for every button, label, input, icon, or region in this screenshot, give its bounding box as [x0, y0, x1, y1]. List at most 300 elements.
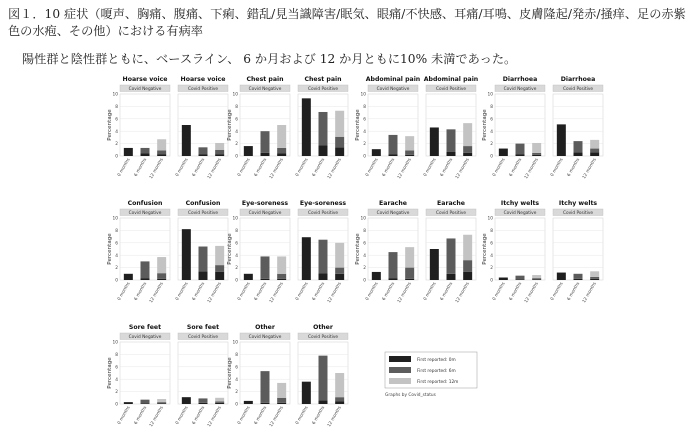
hoarse-voice-negative-y-tick-label: 4 — [115, 129, 118, 135]
other-y-axis-label: Percentage — [227, 357, 233, 389]
abdominal-pain-negative-bar-1-seg-1 — [389, 135, 398, 154]
sore-feet-positive-bar-1-seg-0 — [199, 403, 208, 404]
hoarse-voice-negative-bar-1-seg-0 — [141, 154, 150, 156]
chest-pain-negative-strip-label: Covid Negative — [248, 87, 282, 92]
earache-negative-strip-label: Covid Negative — [376, 211, 410, 216]
confusion-negative-bar-1-seg-0 — [141, 278, 150, 280]
earache-negative-y-tick-label: 4 — [363, 253, 366, 259]
hoarse-voice-negative-bar-2-seg-2 — [157, 139, 166, 150]
legend-swatch-1 — [389, 367, 411, 373]
itchy-welts-positive-x-tick-label: 0 months — [550, 281, 565, 302]
sore-feet-positive-strip-label: Covid Positive — [187, 335, 219, 340]
abdominal-pain-negative-bar-0-seg-0 — [372, 149, 381, 156]
sore-feet-negative-y-tick-label: 8 — [115, 353, 118, 358]
earache-negative-bar-0-seg-0 — [372, 272, 381, 280]
sore-feet-negative-strip-label: Covid Negative — [128, 335, 162, 340]
chest-pain-negative-bar-0-seg-0 — [244, 146, 253, 156]
abdominal-pain-negative-y-tick-label: 8 — [363, 105, 366, 110]
itchy-welts-positive-x-tick-label: 12 months — [582, 281, 598, 304]
other-positive-bar-0-seg-0 — [302, 382, 311, 404]
itchy-welts-negative-y-tick-label: 4 — [490, 253, 493, 259]
abdominal-pain-positive-x-tick-label: 12 months — [455, 157, 471, 180]
legend-swatch-0 — [389, 356, 411, 362]
confusion-positive-x-tick-label: 12 months — [207, 281, 223, 304]
earache-positive-bar-2-seg-1 — [463, 260, 472, 272]
other-negative-strip-label: Covid Negative — [248, 335, 282, 340]
sore-feet-positive-x-tick-label: 6 months — [191, 405, 207, 426]
hoarse-voice-positive-title: Hoarse voice — [180, 76, 226, 83]
eye-soreness-negative-x-tick-label: 12 months — [269, 281, 285, 304]
hoarse-voice-positive-strip-label: Covid Positive — [187, 87, 219, 92]
other-negative-bar-0-seg-0 — [244, 401, 253, 404]
abdominal-pain-positive-bar-2-seg-2 — [463, 123, 472, 146]
itchy-welts-negative-title: Itchy welts — [500, 200, 540, 207]
chest-pain-negative-x-tick-label: 0 months — [237, 157, 252, 178]
sore-feet-y-axis-label: Percentage — [107, 357, 113, 389]
abdominal-pain-negative-y-tick-label: 0 — [363, 154, 366, 160]
diarrhoea-positive-bar-1-seg-1 — [574, 141, 583, 152]
confusion-negative-title: Confusion — [127, 200, 163, 207]
eye-soreness-positive-bar-2-seg-0 — [335, 274, 344, 280]
confusion-positive-strip-label: Covid Positive — [187, 211, 219, 216]
confusion-negative-bar-2-seg-2 — [157, 257, 166, 273]
confusion-negative-bar-1-seg-1 — [141, 261, 150, 278]
confusion-negative-x-tick-label: 12 months — [149, 281, 165, 304]
eye-soreness-y-axis-label: Percentage — [227, 233, 233, 265]
eye-soreness-positive-bar-2-seg-2 — [335, 243, 344, 268]
confusion-negative-y-tick-label: 8 — [115, 229, 118, 234]
other-negative-y-tick-label: 6 — [235, 365, 238, 371]
hoarse-voice-negative-y-tick-label: 6 — [115, 117, 118, 123]
itchy-welts-negative-bar-1-seg-0 — [516, 279, 525, 280]
hoarse-voice-negative-title: Hoarse voice — [122, 76, 168, 83]
other-negative-y-tick-label: 4 — [235, 377, 238, 383]
eye-soreness-negative-x-tick-label: 0 months — [237, 281, 252, 302]
confusion-positive-bar-2-seg-2 — [215, 246, 224, 265]
chest-pain-negative-x-tick-label: 6 months — [253, 157, 269, 178]
sore-feet-negative-y-tick-label: 2 — [115, 390, 118, 396]
sore-feet-negative-y-tick-label: 0 — [115, 402, 118, 408]
hoarse-voice-positive-bar-2-seg-0 — [215, 154, 224, 156]
abdominal-pain-positive-bar-2-seg-0 — [463, 153, 472, 156]
hoarse-voice-positive-x-tick-label: 0 months — [175, 157, 190, 178]
itchy-welts-negative-y-tick-label: 2 — [490, 266, 493, 272]
eye-soreness-negative-bar-2-seg-0 — [277, 279, 286, 280]
diarrhoea-negative-bar-2-seg-2 — [532, 143, 541, 153]
eye-soreness-positive-bar-0-seg-0 — [302, 237, 311, 280]
earache-negative-y-tick-label: 10 — [360, 216, 366, 222]
earache-negative-x-tick-label: 0 months — [365, 281, 380, 302]
diarrhoea-negative-x-tick-label: 0 months — [492, 157, 507, 178]
diarrhoea-positive-bar-2-seg-2 — [590, 140, 599, 149]
diarrhoea-negative-y-tick-label: 10 — [487, 92, 493, 98]
sore-feet-negative-x-tick-label: 12 months — [149, 405, 165, 428]
chest-pain-positive-bar-2-seg-2 — [335, 111, 344, 137]
hoarse-voice-negative-bar-0-seg-0 — [124, 148, 133, 156]
other-positive-bar-1-seg-0 — [319, 400, 328, 404]
earache-positive-x-tick-label: 0 months — [423, 281, 438, 302]
abdominal-pain-negative-bar-2-seg-1 — [405, 150, 414, 154]
hoarse-voice-negative-y-tick-label: 2 — [115, 142, 118, 148]
sore-feet-negative-bar-1-seg-0 — [141, 403, 150, 404]
confusion-positive-x-tick-label: 0 months — [175, 281, 190, 302]
eye-soreness-negative-bar-1-seg-0 — [261, 279, 270, 280]
eye-soreness-negative-bar-1-seg-1 — [261, 256, 270, 278]
abdominal-pain-positive-bar-1-seg-0 — [447, 152, 456, 156]
sore-feet-negative-x-tick-label: 0 months — [117, 405, 132, 426]
diarrhoea-positive-bar-2-seg-1 — [590, 149, 599, 153]
confusion-negative-bar-0-seg-0 — [124, 274, 133, 280]
hoarse-voice-positive-bar-2-seg-2 — [215, 143, 224, 150]
sore-feet-negative-plot-area — [120, 342, 170, 404]
sore-feet-positive-bar-0-seg-0 — [182, 397, 191, 404]
abdominal-pain-negative-strip-label: Covid Negative — [376, 87, 410, 92]
hoarse-voice-negative-y-tick-label: 8 — [115, 105, 118, 110]
chest-pain-positive-title: Chest pain — [304, 76, 342, 83]
diarrhoea-positive-bar-0-seg-0 — [557, 124, 566, 156]
abdominal-pain-negative-y-tick-label: 2 — [363, 142, 366, 148]
chest-pain-negative-bar-1-seg-0 — [261, 153, 270, 156]
sore-feet-positive-bar-1-seg-1 — [199, 398, 208, 402]
itchy-welts-negative-bar-2-seg-2 — [532, 275, 541, 278]
abdominal-pain-positive-strip-label: Covid Positive — [435, 87, 467, 92]
abdominal-pain-positive-bar-1-seg-1 — [447, 129, 456, 151]
diarrhoea-negative-bar-1-seg-1 — [516, 144, 525, 155]
earache-negative-title: Earache — [379, 200, 407, 207]
hoarse-voice-negative-y-tick-label: 10 — [112, 92, 118, 98]
eye-soreness-positive-bar-1-seg-0 — [319, 273, 328, 280]
diarrhoea-positive-bar-1-seg-0 — [574, 152, 583, 156]
earache-y-axis-label: Percentage — [355, 233, 361, 265]
itchy-welts-positive-title: Itchy welts — [558, 200, 598, 207]
legend-label-0: First reported: 0m — [417, 358, 456, 363]
chest-pain-y-axis-label: Percentage — [227, 109, 233, 141]
hoarse-voice-negative-x-tick-label: 0 months — [117, 157, 132, 178]
abdominal-pain-positive-bar-2-seg-1 — [463, 146, 472, 153]
other-positive-bar-1-seg-1 — [319, 356, 328, 401]
hoarse-voice-positive-x-tick-label: 12 months — [207, 157, 223, 180]
hoarse-voice-negative-x-tick-label: 6 months — [133, 157, 149, 178]
sore-feet-negative-title: Sore feet — [128, 324, 162, 331]
hoarse-voice-y-axis-label: Percentage — [107, 109, 113, 141]
other-negative-y-tick-label: 0 — [235, 402, 238, 408]
earache-negative-x-tick-label: 12 months — [397, 281, 413, 304]
abdominal-pain-positive-title: Abdominal pain — [423, 76, 479, 83]
diarrhoea-positive-x-tick-label: 6 months — [566, 157, 582, 178]
diarrhoea-negative-title: Diarrhoea — [502, 76, 538, 83]
confusion-positive-bar-1-seg-1 — [199, 247, 208, 272]
other-positive-bar-2-seg-1 — [335, 397, 344, 401]
diarrhoea-positive-bar-2-seg-0 — [590, 152, 599, 156]
earache-positive-bar-2-seg-0 — [463, 272, 472, 280]
earache-negative-bar-2-seg-0 — [405, 279, 414, 280]
earache-positive-title: Earache — [437, 200, 465, 207]
legend-label-1: First reported: 6m — [417, 369, 456, 374]
itchy-welts-positive-bar-1-seg-0 — [574, 279, 583, 280]
hoarse-voice-negative-bar-2-seg-0 — [157, 154, 166, 156]
itchy-welts-positive-bar-2-seg-1 — [590, 277, 599, 279]
chest-pain-negative-x-tick-label: 12 months — [269, 157, 285, 180]
earache-positive-bar-1-seg-0 — [447, 274, 456, 280]
confusion-positive-title: Confusion — [185, 200, 221, 207]
sore-feet-positive-x-tick-label: 0 months — [175, 405, 190, 426]
diarrhoea-negative-x-tick-label: 12 months — [524, 157, 540, 180]
other-negative-bar-1-seg-1 — [261, 371, 270, 403]
itchy-welts-negative-x-tick-label: 12 months — [524, 281, 540, 304]
other-negative-bar-2-seg-0 — [277, 403, 286, 404]
sore-feet-negative-x-tick-label: 6 months — [133, 405, 149, 426]
chest-pain-negative-y-tick-label: 0 — [235, 154, 238, 160]
earache-negative-y-tick-label: 2 — [363, 266, 366, 272]
confusion-negative-x-tick-label: 0 months — [117, 281, 132, 302]
chest-pain-positive-bar-2-seg-0 — [335, 147, 344, 156]
other-negative-title: Other — [255, 324, 275, 331]
earache-positive-bar-0-seg-0 — [430, 249, 439, 280]
itchy-welts-negative-bar-2-seg-1 — [532, 278, 541, 279]
confusion-negative-bar-2-seg-0 — [157, 279, 166, 280]
confusion-negative-y-tick-label: 6 — [115, 241, 118, 247]
hoarse-voice-positive-x-tick-label: 6 months — [191, 157, 207, 178]
itchy-welts-negative-y-tick-label: 8 — [490, 229, 493, 234]
diarrhoea-negative-y-tick-label: 0 — [490, 154, 493, 160]
eye-soreness-positive-bar-2-seg-1 — [335, 268, 344, 274]
eye-soreness-negative-y-tick-label: 0 — [235, 278, 238, 284]
abdominal-pain-negative-x-tick-label: 12 months — [397, 157, 413, 180]
chest-pain-negative-y-tick-label: 10 — [232, 92, 238, 98]
sore-feet-negative-bar-0-seg-0 — [124, 402, 133, 404]
chest-pain-negative-bar-2-seg-0 — [277, 154, 286, 156]
sore-feet-negative-y-tick-label: 4 — [115, 377, 118, 383]
itchy-welts-positive-bar-1-seg-1 — [574, 274, 583, 279]
itchy-welts-positive-bar-0-seg-0 — [557, 273, 566, 280]
earache-positive-x-tick-label: 12 months — [455, 281, 471, 304]
sore-feet-negative-bar-1-seg-1 — [141, 400, 150, 404]
eye-soreness-negative-y-tick-label: 10 — [232, 216, 238, 222]
itchy-welts-negative-y-tick-label: 6 — [490, 241, 493, 247]
other-positive-x-tick-label: 12 months — [327, 405, 343, 428]
earache-negative-bar-2-seg-2 — [405, 247, 414, 267]
sore-feet-positive-bar-2-seg-2 — [215, 398, 224, 402]
confusion-positive-x-tick-label: 6 months — [191, 281, 207, 302]
itchy-welts-positive-x-tick-label: 6 months — [566, 281, 582, 302]
confusion-positive-bar-2-seg-0 — [215, 272, 224, 280]
abdominal-pain-positive-x-tick-label: 6 months — [439, 157, 455, 178]
hoarse-voice-positive-bar-1-seg-1 — [199, 147, 208, 154]
itchy-welts-negative-bar-1-seg-1 — [516, 276, 525, 280]
itchy-welts-negative-x-tick-label: 6 months — [508, 281, 524, 302]
chest-pain-positive-bar-0-seg-0 — [302, 98, 311, 156]
eye-soreness-positive-strip-label: Covid Positive — [307, 211, 339, 216]
abdominal-pain-negative-title: Abdominal pain — [365, 76, 421, 83]
other-negative-x-tick-label: 0 months — [237, 405, 252, 426]
earache-negative-bar-1-seg-1 — [389, 252, 398, 278]
other-negative-bar-2-seg-2 — [277, 383, 286, 398]
eye-soreness-positive-title: Eye-soreness — [299, 200, 347, 207]
confusion-negative-strip-label: Covid Negative — [128, 211, 162, 216]
itchy-welts-negative-strip-label: Covid Negative — [503, 211, 537, 216]
abdominal-pain-negative-bar-2-seg-0 — [405, 155, 414, 156]
chest-pain-negative-bar-1-seg-1 — [261, 131, 270, 153]
diarrhoea-positive-x-tick-label: 12 months — [582, 157, 598, 180]
earache-negative-bar-1-seg-0 — [389, 278, 398, 280]
eye-soreness-negative-y-tick-label: 8 — [235, 229, 238, 234]
other-negative-x-tick-label: 6 months — [253, 405, 269, 426]
other-negative-bar-2-seg-1 — [277, 398, 286, 403]
earache-negative-y-tick-label: 6 — [363, 241, 366, 247]
confusion-positive-bar-0-seg-0 — [182, 229, 191, 280]
diarrhoea-negative-bar-1-seg-0 — [516, 154, 525, 156]
chest-pain-positive-x-tick-label: 0 months — [295, 157, 310, 178]
earache-negative-y-tick-label: 0 — [363, 278, 366, 284]
itchy-welts-positive-strip-label: Covid Positive — [562, 211, 594, 216]
legend-swatch-2 — [389, 378, 411, 384]
abdominal-pain-negative-y-tick-label: 10 — [360, 92, 366, 98]
itchy-welts-negative-bar-0-seg-0 — [499, 278, 508, 280]
legend-label-2: First reported: 12m — [417, 380, 459, 385]
figure-caption: 図１．10 症状（嗄声、胸痛、腹痛、下痢、錯乱/見当識障害/眠気、眼痛/不快感、耳痛/耳鳴、皮膚隆起/発赤/掻痒、足の赤紫色の水疱、その他）における有病率 — [8, 7, 686, 38]
sore-feet-positive-plot-area — [178, 342, 228, 404]
diarrhoea-positive-title: Diarrhoea — [560, 76, 596, 83]
diarrhoea-negative-y-tick-label: 2 — [490, 142, 493, 148]
diarrhoea-negative-y-tick-label: 8 — [490, 105, 493, 110]
summary-text: 陽性群と陰性群ともに、ベースライン、 6 か月および 12 か月ともに10% 未満であった。 — [22, 52, 517, 66]
diarrhoea-positive-strip-label: Covid Positive — [562, 87, 594, 92]
diarrhoea-negative-bar-2-seg-1 — [532, 153, 541, 155]
sore-feet-positive-bar-2-seg-0 — [215, 403, 224, 404]
diarrhoea-negative-y-tick-label: 6 — [490, 117, 493, 123]
itchy-welts-negative-x-tick-label: 0 months — [492, 281, 507, 302]
hoarse-voice-negative-x-tick-label: 12 months — [149, 157, 165, 180]
eye-soreness-positive-bar-1-seg-1 — [319, 240, 328, 273]
eye-soreness-negative-bar-0-seg-0 — [244, 274, 253, 280]
chest-pain-negative-title: Chest pain — [246, 76, 284, 83]
hoarse-voice-negative-strip-label: Covid Negative — [128, 87, 162, 92]
diarrhoea-negative-bar-2-seg-0 — [532, 155, 541, 156]
sore-feet-positive-title: Sore feet — [186, 324, 220, 331]
itchy-welts-positive-plot-area — [553, 218, 603, 280]
earache-negative-y-tick-label: 8 — [363, 229, 366, 234]
sore-feet-negative-bar-2-seg-1 — [157, 402, 166, 403]
confusion-negative-y-tick-label: 0 — [115, 278, 118, 284]
sore-feet-negative-y-tick-label: 6 — [115, 365, 118, 371]
confusion-negative-bar-2-seg-1 — [157, 273, 166, 279]
abdominal-pain-positive-bar-0-seg-0 — [430, 127, 439, 156]
abdominal-pain-negative-x-tick-label: 6 months — [381, 157, 397, 178]
chest-pain-negative-bar-2-seg-2 — [277, 125, 286, 148]
hoarse-voice-negative-y-tick-label: 0 — [115, 154, 118, 160]
other-positive-x-tick-label: 6 months — [311, 405, 327, 426]
confusion-positive-bar-1-seg-0 — [199, 271, 208, 280]
confusion-negative-x-tick-label: 6 months — [133, 281, 149, 302]
earache-positive-x-tick-label: 6 months — [439, 281, 455, 302]
confusion-positive-bar-2-seg-1 — [215, 265, 224, 272]
eye-soreness-negative-bar-2-seg-1 — [277, 274, 286, 279]
other-positive-strip-label: Covid Positive — [307, 335, 339, 340]
chest-pain-negative-y-tick-label: 6 — [235, 117, 238, 123]
earache-positive-strip-label: Covid Positive — [435, 211, 467, 216]
eye-soreness-negative-y-tick-label: 4 — [235, 253, 238, 259]
hoarse-voice-negative-bar-1-seg-1 — [141, 148, 150, 154]
abdominal-pain-negative-x-tick-label: 0 months — [365, 157, 380, 178]
abdominal-pain-positive-x-tick-label: 0 months — [423, 157, 438, 178]
confusion-negative-y-tick-label: 4 — [115, 253, 118, 259]
chest-pain-positive-x-tick-label: 6 months — [311, 157, 327, 178]
other-negative-y-tick-label: 2 — [235, 390, 238, 396]
eye-soreness-negative-strip-label: Covid Negative — [248, 211, 282, 216]
chest-pain-positive-x-tick-label: 12 months — [327, 157, 343, 180]
confusion-y-axis-label: Percentage — [107, 233, 113, 265]
itchy-welts-positive-bar-2-seg-2 — [590, 271, 599, 277]
eye-soreness-positive-x-tick-label: 6 months — [311, 281, 327, 302]
earache-negative-bar-2-seg-1 — [405, 268, 414, 279]
itchy-welts-positive-bar-2-seg-0 — [590, 279, 599, 280]
abdominal-pain-negative-y-tick-label: 4 — [363, 129, 366, 135]
eye-soreness-negative-title: Eye-soreness — [241, 200, 289, 207]
earache-positive-bar-1-seg-1 — [447, 238, 456, 273]
chest-pain-negative-y-tick-label: 4 — [235, 129, 238, 135]
itchy-welts-negative-y-tick-label: 0 — [490, 278, 493, 284]
sore-feet-negative-y-tick-label: 10 — [112, 340, 118, 346]
abdominal-pain-negative-bar-2-seg-2 — [405, 136, 414, 150]
eye-soreness-negative-y-tick-label: 6 — [235, 241, 238, 247]
abdominal-pain-negative-bar-1-seg-0 — [389, 154, 398, 156]
chest-pain-positive-bar-1-seg-0 — [319, 145, 328, 156]
itchy-welts-negative-bar-2-seg-0 — [532, 279, 541, 280]
chest-pain-positive-bar-1-seg-1 — [319, 112, 328, 145]
hoarse-voice-positive-bar-1-seg-0 — [199, 154, 208, 156]
chest-pain-positive-strip-label: Covid Positive — [307, 87, 339, 92]
earache-positive-bar-2-seg-2 — [463, 235, 472, 260]
abdominal-pain-y-axis-label: Percentage — [355, 109, 361, 141]
chart-note: Graphs by Covid_status — [385, 393, 436, 398]
confusion-negative-y-tick-label: 10 — [112, 216, 118, 222]
chest-pain-negative-bar-2-seg-1 — [277, 148, 286, 154]
hoarse-voice-positive-bar-2-seg-1 — [215, 150, 224, 154]
sore-feet-positive-x-tick-label: 12 months — [207, 405, 223, 428]
other-positive-x-tick-label: 0 months — [295, 405, 310, 426]
hoarse-voice-negative-bar-2-seg-1 — [157, 150, 166, 154]
chest-pain-negative-y-tick-label: 8 — [235, 105, 238, 110]
itchy-welts-negative-y-tick-label: 10 — [487, 216, 493, 222]
diarrhoea-negative-bar-0-seg-0 — [499, 149, 508, 156]
diarrhoea-negative-y-tick-label: 4 — [490, 129, 493, 135]
other-positive-bar-2-seg-0 — [335, 402, 344, 404]
eye-soreness-positive-x-tick-label: 0 months — [295, 281, 310, 302]
diarrhoea-negative-strip-label: Covid Negative — [503, 87, 537, 92]
chest-pain-negative-y-tick-label: 2 — [235, 142, 238, 148]
chest-pain-positive-bar-2-seg-1 — [335, 137, 344, 148]
hoarse-voice-positive-bar-0-seg-0 — [182, 125, 191, 156]
confusion-negative-y-tick-label: 2 — [115, 266, 118, 272]
diarrhoea-y-axis-label: Percentage — [482, 109, 488, 141]
other-negative-x-tick-label: 12 months — [269, 405, 285, 428]
other-negative-bar-1-seg-0 — [261, 403, 270, 404]
sore-feet-negative-bar-2-seg-0 — [157, 403, 166, 404]
eye-soreness-positive-x-tick-label: 12 months — [327, 281, 343, 304]
sore-feet-negative-bar-2-seg-2 — [157, 399, 166, 402]
other-positive-bar-2-seg-2 — [335, 373, 344, 397]
other-negative-y-tick-label: 8 — [235, 353, 238, 358]
diarrhoea-positive-x-tick-label: 0 months — [550, 157, 565, 178]
eye-soreness-negative-y-tick-label: 2 — [235, 266, 238, 272]
eye-soreness-negative-bar-2-seg-2 — [277, 256, 286, 273]
other-positive-title: Other — [313, 324, 333, 331]
diarrhoea-negative-x-tick-label: 6 months — [508, 157, 524, 178]
abdominal-pain-negative-y-tick-label: 6 — [363, 117, 366, 123]
eye-soreness-negative-x-tick-label: 6 months — [253, 281, 269, 302]
itchy-welts-y-axis-label: Percentage — [482, 233, 488, 265]
other-negative-y-tick-label: 10 — [232, 340, 238, 346]
